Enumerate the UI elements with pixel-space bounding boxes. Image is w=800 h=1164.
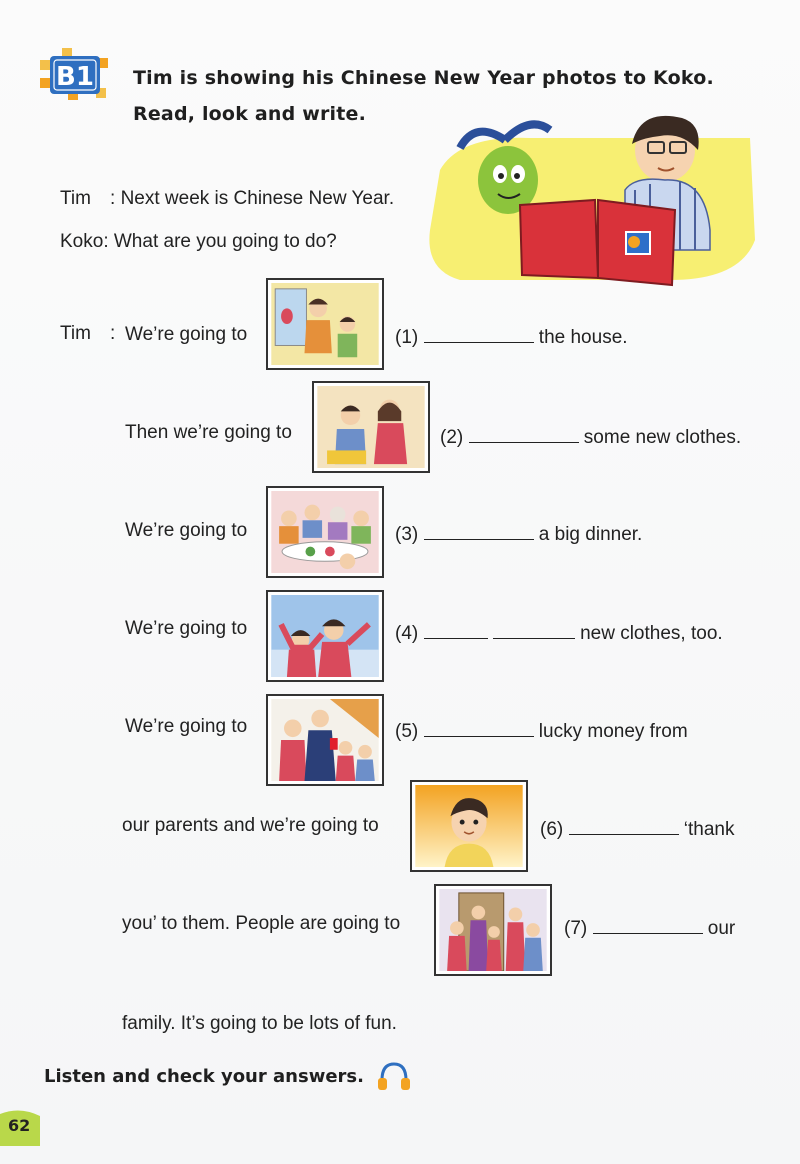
photo-lucky-money bbox=[266, 694, 384, 786]
item-4-number: (4) bbox=[395, 623, 419, 644]
item-3-number: (3) bbox=[395, 524, 419, 545]
item-2-blank[interactable] bbox=[469, 424, 579, 443]
item-7-number: (7) bbox=[564, 918, 588, 939]
item-2-after: some new clothes. bbox=[583, 427, 742, 448]
page-number: 62 bbox=[8, 1116, 31, 1135]
speaker-colon: : bbox=[110, 323, 116, 344]
photo-visit-family bbox=[434, 884, 552, 976]
item-4-blank-b[interactable] bbox=[493, 620, 575, 639]
item-2-number: (2) bbox=[440, 427, 464, 448]
item-4-answer bbox=[395, 620, 723, 645]
item-2-before: Then we’re going to bbox=[125, 422, 292, 443]
item-1-number: (1) bbox=[395, 327, 419, 348]
item-6-before: our parents and we’re going to bbox=[122, 815, 379, 836]
item-6-answer bbox=[540, 816, 735, 841]
item-3-answer bbox=[395, 521, 642, 546]
speaker-koko: Koko bbox=[60, 231, 104, 252]
item-4-before: We’re going to bbox=[125, 618, 248, 639]
item-2-answer bbox=[440, 424, 741, 449]
dinner-image bbox=[271, 491, 379, 573]
hero-illustration bbox=[420, 110, 760, 290]
badge-label: B1 bbox=[56, 62, 94, 92]
item-5-answer bbox=[395, 718, 688, 743]
item-4-blank-a[interactable] bbox=[424, 620, 488, 639]
headphones-icon[interactable] bbox=[376, 1060, 412, 1092]
ending-line: family. It’s going to be lots of fun. bbox=[122, 1013, 397, 1034]
listen-instruction bbox=[44, 1066, 364, 1087]
speaker-tim: Tim bbox=[60, 188, 91, 209]
tim-line-2-speaker bbox=[60, 323, 115, 345]
item-6-number: (6) bbox=[540, 819, 564, 840]
item-1-blank[interactable] bbox=[424, 324, 534, 343]
wear-clothes-image bbox=[271, 595, 379, 677]
item-3-before: We’re going to bbox=[125, 520, 248, 541]
activity-badge bbox=[40, 48, 110, 100]
item-6-after: ‘thank bbox=[683, 819, 735, 840]
speaker-colon: : bbox=[110, 188, 116, 209]
photo-dinner bbox=[266, 486, 384, 578]
item-4-after: new clothes, too. bbox=[580, 623, 723, 644]
instruction-line-2: Read, look and write. bbox=[133, 103, 367, 125]
cleaning-image bbox=[271, 283, 379, 365]
item-5-after: lucky money from bbox=[538, 721, 688, 742]
item-5-before: We’re going to bbox=[125, 716, 248, 737]
thank-you-image bbox=[415, 785, 523, 867]
speaker-tim: Tim bbox=[60, 323, 91, 344]
photo-buy-clothes bbox=[312, 381, 430, 473]
listen-text: Listen and check your answers. bbox=[44, 1066, 364, 1087]
item-7-after: our bbox=[707, 918, 736, 939]
photo-wear-clothes bbox=[266, 590, 384, 682]
instruction-line-1: Tim is showing his Chinese New Year photos to Koko. bbox=[133, 67, 714, 89]
item-5-blank[interactable] bbox=[424, 718, 534, 737]
item-1-after: the house. bbox=[538, 327, 628, 348]
koko-line bbox=[60, 231, 337, 253]
shopping-image bbox=[317, 386, 425, 468]
item-3-blank[interactable] bbox=[424, 521, 534, 540]
item-5-number: (5) bbox=[395, 721, 419, 742]
item-7-answer bbox=[564, 915, 735, 940]
item-7-before: you’ to them. People are going to bbox=[122, 913, 401, 934]
item-6-blank[interactable] bbox=[569, 816, 679, 835]
item-1-answer bbox=[395, 324, 628, 349]
photo-clean-house bbox=[266, 278, 384, 370]
koko-line-text: What are you going to do? bbox=[113, 231, 337, 252]
photo-say-thanks bbox=[410, 780, 528, 872]
tim-line-1 bbox=[60, 188, 394, 210]
speaker-colon: : bbox=[103, 231, 109, 252]
page-number-badge bbox=[0, 1106, 40, 1146]
tim-line-1-text: Next week is Chinese New Year. bbox=[120, 188, 395, 209]
visit-family-image bbox=[439, 889, 547, 971]
item-3-after: a big dinner. bbox=[538, 524, 643, 545]
item-1-before: We’re going to bbox=[125, 324, 248, 345]
lucky-money-image bbox=[271, 699, 379, 781]
item-7-blank[interactable] bbox=[593, 915, 703, 934]
